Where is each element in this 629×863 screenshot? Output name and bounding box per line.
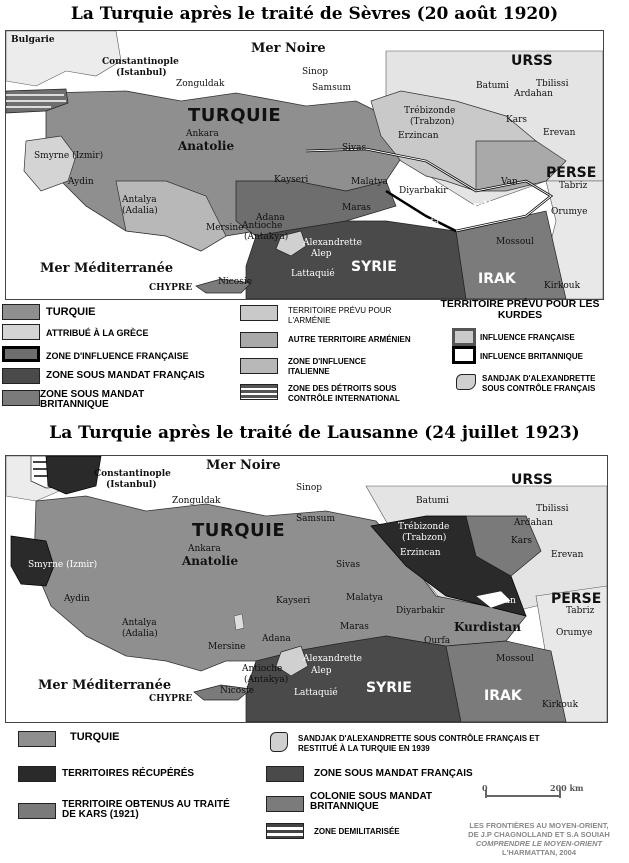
map1-label-zonguldak: Zonguldak (176, 79, 225, 89)
map1-label-erevan: Erevan (543, 128, 576, 138)
map2-label-adana: Adana (262, 634, 291, 644)
map1-label-chypre: CHYPRE (149, 283, 193, 293)
map1-label-alexandrette: Alexandrette (303, 238, 362, 248)
legend-swatch-turquie (2, 304, 40, 320)
map2-label-antioche: Antioche (242, 664, 283, 674)
map2-label-aydin: Aydin (64, 594, 90, 604)
map2-label-irak: IRAK (484, 688, 522, 704)
map2-label-nicosie: Nicosie (220, 686, 255, 696)
legend2-colonie-br: COLONIE SOUS MANDAT BRITANNIQUE (310, 791, 433, 812)
map2-title: La Turquie après le traité de Lausanne (24 juillet 1923) (49, 423, 580, 443)
map2-label-orumye: Orumye (556, 628, 593, 638)
map1-title: La Turquie après le traité de Sèvres (20 août 1920) (70, 4, 559, 24)
map2-label-kurdistan: Kurdistan (454, 620, 521, 634)
map1-label-kurdistan: Kurdistan (454, 199, 521, 213)
map2-label-constantinople: Constantinople (94, 469, 171, 479)
map2-label-tbilissi: Tbilissi (536, 504, 569, 514)
legend1-influence-fr: ZONE D'INFLUENCE FRANÇAISE (46, 351, 189, 361)
legend-swatch-mandat-fr (2, 368, 40, 384)
map1-label-antakya: (Antakya) (244, 232, 289, 242)
map2-label-mossoul: Mossoul (496, 654, 534, 664)
legend-swatch-grece (2, 324, 40, 340)
map1-label-tabriz: Tabriz (559, 181, 588, 191)
map2-frame (5, 455, 608, 723)
map1-label-sivas: Sivas (342, 143, 367, 153)
map1-label-erzincan: Erzincan (398, 131, 439, 141)
map2-label-kirkouk: Kirkouk (542, 700, 579, 710)
map1-label-ankara: Ankara (186, 129, 219, 139)
credit-line1: LES FRONTIÈRES AU MOYEN-ORIENT, (469, 821, 609, 830)
map1-label-ardahan: Ardahan (514, 89, 553, 99)
map1-label-kirkouk: Kirkouk (544, 281, 581, 291)
map2-label-kayseri: Kayseri (276, 596, 311, 606)
map2-label-perse: PERSE (551, 591, 602, 607)
map2-label-istanbul: (Istanbul) (106, 480, 157, 490)
map2-label-smyrne: Smyrne (Izmir) (28, 560, 98, 570)
map2-label-chypre: CHYPRE (149, 694, 193, 704)
map1-label-orumye: Orumye (551, 207, 588, 217)
map1-label-kars: Kars (506, 115, 528, 125)
map1-label-mer-med: Mer Méditerranée (40, 261, 174, 276)
map1-label-anatolie: Anatolie (178, 139, 235, 153)
map1-label-mersine: Mersine (206, 223, 244, 233)
legend-swatch-armenie (240, 305, 278, 321)
credit-line4: L'HARMATTAN, 2004 (501, 848, 576, 857)
legend2-swatch-mandat-fr (266, 766, 304, 782)
map2-scale-bar (482, 778, 582, 812)
map1-frame (5, 30, 604, 300)
legend1-armenie-prevu: TERRITOIRE PRÉVU POUR L'ARMÉNIE (288, 306, 392, 325)
map1-label-syrie: SYRIE (351, 259, 397, 275)
map2-label-antakya: (Antakya) (244, 675, 289, 685)
map1-label-lattaquie: Lattaquié (291, 269, 335, 279)
credit-line2: DE J.P CHAGNOLLAND ET S.A SOUIAH (468, 830, 610, 839)
map1-label-urss: URSS (511, 53, 553, 69)
map1-label-perse: PERSE (546, 165, 597, 181)
legend2-turquie: TURQUIE (70, 731, 120, 743)
scale-end: 200 km (550, 783, 584, 793)
legend2-demilitarisee: ZONE DEMILITARISÉE (314, 827, 400, 836)
map1-label-mossoul: Mossoul (496, 237, 534, 247)
scale-zero: 0 (482, 783, 488, 793)
map1-label-batumi: Batumi (476, 81, 509, 91)
legend2-kars: TERRITOIRE OBTENUS AU TRAITÉ DE KARS (1921) (62, 799, 230, 820)
map2-label-ardahan: Ardahan (514, 518, 553, 528)
map2-label-sivas: Sivas (336, 560, 361, 570)
credit-line3: COMPRENDRE LE MOYEN-ORIENT (475, 839, 603, 848)
legend2-mandat-fr: ZONE SOUS MANDAT FRANÇAIS (314, 768, 473, 779)
map2-label-mer-med: Mer Méditerranée (38, 678, 172, 693)
map2-label-turquie: TURQUIE (192, 520, 286, 541)
map2-label-samsum: Samsum (296, 514, 336, 524)
legend1-detroits: ZONE DES DÉTROITS SOUS CONTRÔLE INTERNATIONAL (288, 384, 400, 403)
map1-label-maras: Maras (342, 203, 371, 213)
map1-label-alep: Alep (311, 249, 332, 259)
map2-label-adalia: (Adalia) (122, 629, 158, 639)
legend1-sandjak: SANDJAK D'ALEXANDRETTE SOUS CONTRÔLE FRANÇAIS (482, 374, 596, 393)
map2-label-ourfa: Ourfa (424, 636, 451, 646)
legend1-turquie: TURQUIE (46, 306, 96, 318)
map1-label-nicosie: Nicosie (218, 277, 253, 287)
legend1-kurdes-title: TERRITOIRE PRÉVU POUR LES KURDES (440, 298, 600, 321)
map2-label-zonguldak: Zonguldak (172, 496, 221, 506)
legend-swatch-sandjak (456, 374, 476, 390)
map1-label-adalia: (Adalia) (122, 206, 158, 216)
legend2-swatch-turquie (18, 731, 56, 747)
map1-label-turquie: TURQUIE (188, 105, 282, 126)
legend1-mandat-br: ZONE SOUS MANDAT BRITANNIQUE (40, 389, 145, 410)
map1-label-diyarbakir: Diyarbakir (399, 186, 448, 196)
legend-swatch-influence-fr (2, 346, 40, 362)
map1-label-trabzon: (Trabzon) (410, 117, 455, 127)
map1-label-kayseri: Kayseri (274, 175, 309, 185)
map1-label-adana: Adana (256, 213, 285, 223)
legend-swatch-kurdes-fr (452, 328, 476, 346)
legend1-kurdes-fr: INFLUENCE FRANÇAISE (480, 333, 575, 342)
map1-label-smyrne: Smyrne (Izmir) (34, 151, 104, 161)
legend1-kurdes-br: INFLUENCE BRITANNIQUE (480, 352, 583, 361)
map2-label-erevan: Erevan (551, 550, 584, 560)
legend1-mandat-fr: ZONE SOUS MANDAT FRANÇAIS (46, 370, 205, 381)
map2-label-urss: URSS (511, 472, 553, 488)
legend2-recuperes: TERRITOIRES RÉCUPÉRÉS (62, 768, 195, 779)
map2-label-alep: Alep (311, 666, 332, 676)
map2-label-malatya: Malatya (346, 593, 383, 603)
legend2-sandjak: SANDJAK D'ALEXANDRETTE SOUS CONTRÔLE FRANÇAIS ET RESTITUÉ À LA TURQUIE EN 1939 (298, 734, 540, 753)
map2-label-batumi: Batumi (416, 496, 449, 506)
map1-label-tbilissi: Tbilissi (536, 79, 569, 89)
map1-label-mer-noire: Mer Noire (251, 41, 326, 56)
legend-swatch-autre-armenien (240, 332, 278, 348)
map1-label-malatya: Malatya (351, 177, 388, 187)
map1-label-istanbul: (Istanbul) (116, 68, 167, 78)
legend-swatch-mandat-br (2, 390, 40, 406)
map2-label-erzincan: Erzincan (400, 548, 441, 558)
map2-label-maras: Maras (340, 622, 369, 632)
map2-label-mersine: Mersine (208, 642, 246, 652)
map2-label-mer-noire: Mer Noire (206, 458, 281, 473)
map1-label-ourfa: Ourfa (413, 217, 440, 227)
map2-label-trabzon: (Trabzon) (402, 533, 447, 543)
map1-label-irak: IRAK (478, 271, 516, 287)
map1-label-sinop: Sinop (302, 67, 329, 77)
legend-swatch-influence-it (240, 358, 278, 374)
map2-label-lattaquie: Lattaquié (294, 688, 338, 698)
legend2-swatch-demilitarisee (266, 823, 304, 839)
legend1-influence-it: ZONE D'INFLUENCE ITALIENNE (288, 357, 366, 376)
legend1-autre-armenien: AUTRE TERRITOIRE ARMÉNIEN (288, 335, 411, 344)
map2-label-antalya: Antalya (122, 618, 157, 628)
map1-label-trebizonde: Trébizonde (404, 106, 456, 116)
map2-label-diyarbakir: Diyarbakir (396, 606, 445, 616)
map2-label-kars: Kars (511, 536, 533, 546)
map1-label-constantinople: Constantinople (102, 57, 179, 67)
map2-label-sinop: Sinop (296, 483, 323, 493)
map1-label-aydin: Aydin (68, 177, 94, 187)
map2-label-syrie: SYRIE (366, 680, 412, 696)
map1-label-antalya: Antalya (122, 195, 157, 205)
legend1-grece: ATTRIBUÉ À LA GRÈCE (46, 328, 149, 338)
map1-label-van: Van (501, 177, 518, 187)
legend-swatch-kurdes-br (452, 346, 476, 364)
legend2-swatch-colonie-br (266, 796, 304, 812)
map2-label-ankara: Ankara (188, 544, 221, 554)
map1-label-antioche: Antioche (242, 221, 283, 231)
map2-label-alexandrette: Alexandrette (303, 654, 362, 664)
map2-label-trebizonde: Trébizonde (398, 522, 450, 532)
map2-label-anatolie: Anatolie (182, 554, 239, 568)
legend-swatch-detroits (240, 384, 278, 400)
legend2-swatch-recuperes (18, 766, 56, 782)
source-credit (450, 821, 628, 857)
legend2-swatch-kars (18, 803, 56, 819)
map2-label-van: Van (499, 596, 516, 606)
map2-label-tabriz: Tabriz (566, 606, 595, 616)
map1-label-bulgarie: Bulgarie (11, 35, 55, 45)
legend2-swatch-sandjak (270, 732, 288, 752)
map1-label-samsum: Samsum (312, 83, 352, 93)
